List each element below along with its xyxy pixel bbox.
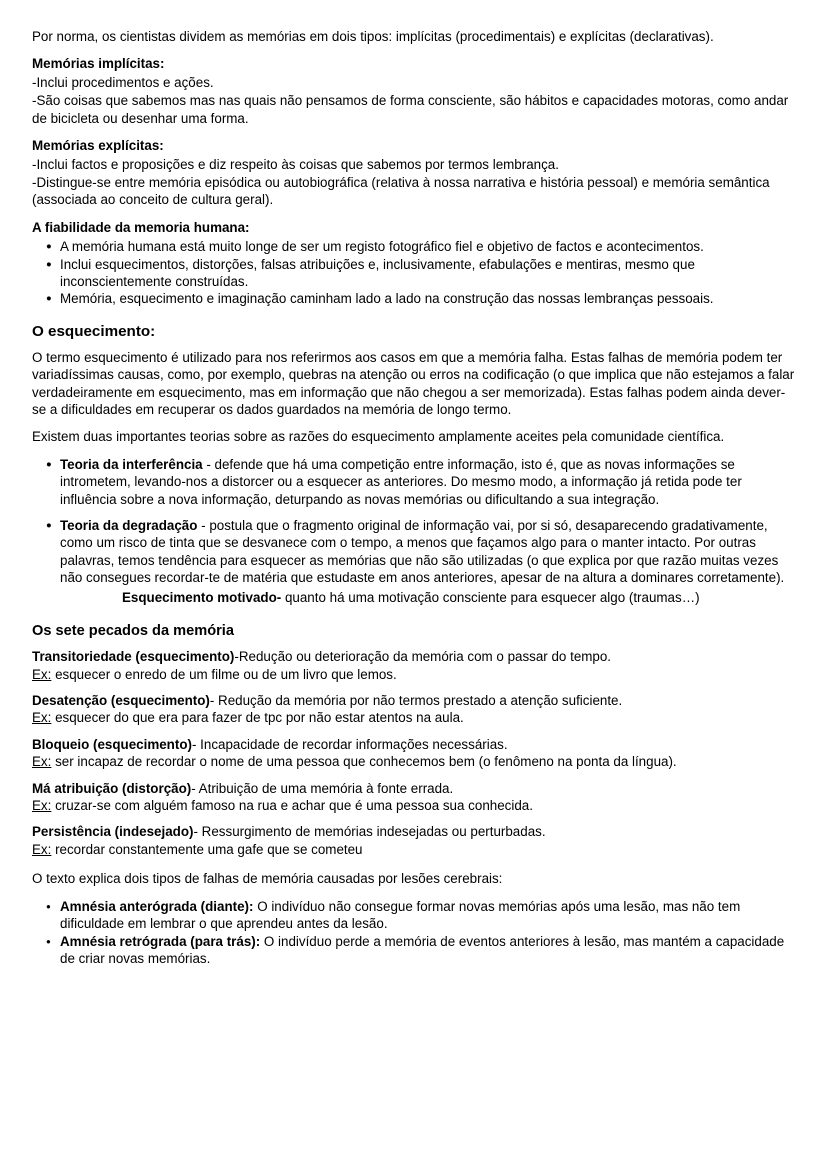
sin-example [32,797,798,814]
sin-entry [32,692,798,727]
amnesia-text: O indivíduo não consegue formar novas memórias após uma lesão, mas não tem dificuldade em lembrar o que aprendeu antes da lesão. [60,898,741,932]
list-item: ● A memória humana está muito longe de ser um registo fotográfico fiel e objetivo de factos e acontecimentos. [46,238,798,255]
sin-definition [32,692,798,709]
sin-example [32,666,798,683]
sin-example [32,841,798,858]
sin-desc: -Redução ou deterioração da memória com o passar do tempo. [234,649,612,665]
sin-entry [32,780,798,815]
example-label: Ex: [32,754,52,770]
reliability-heading: A fiabilidade da memoria humana: [32,219,250,235]
sin-desc: - Ressurgimento de memórias indesejadas ou perturbadas. [193,824,546,840]
example-text: cruzar-se com alguém famoso na rua e achar que é uma pessoa sua conhecida. [51,798,533,814]
list-item [46,933,798,968]
list-item [46,517,798,606]
sin-title: Transitoriedade (esquecimento) [32,649,235,665]
sin-title: Bloqueio (esquecimento) [32,736,192,752]
sin-entry [32,736,798,771]
explicit-memories-heading: Memórias explícitas: [32,138,164,154]
amnesia-list [32,898,798,968]
sin-title: Má atribuição (distorção) [32,780,192,796]
example-text: recordar constantemente uma gafe que se cometeu [51,841,363,857]
sin-definition [32,736,798,753]
implicit-memories-heading: Memórias implícitas: [32,56,165,72]
example-label: Ex: [32,666,52,682]
sin-definition [32,823,798,840]
list-item: ● Memória, esquecimento e imaginação caminham lado a lado na construção das nossas lembranças pessoais. [46,290,798,307]
sin-title: Desatenção (esquecimento) [32,692,210,708]
motivated-forgetting-text: quanto há uma motivação consciente para esquecer algo (traumas…) [281,589,700,605]
explicit-memories-line-2: -Distingue-se entre memória episódica ou autobiográfica (relativa à nossa narrativa e história pessoal) e memória semântica (associada ao conceito de cultura geral). [32,174,770,208]
theory-title: Teoria da degradação [60,518,198,534]
forgetting-heading: O esquecimento: [32,322,156,340]
sin-entry [32,823,798,858]
sin-definition [32,648,798,665]
amnesia-title: Amnésia retrógrada (para trás): [60,933,261,949]
document-body [32,28,798,967]
sin-example [32,709,798,726]
example-label: Ex: [32,798,52,814]
theory-text: - postula que o fragmento original de informação vai, por si só, desaparecendo gradativamente, como um risco de tinta que se desvanece com o tempo, a menos que façamos algo para o manter intacto. Por outras palavras, temos tendência para esquecer as memórias que não são utilizadas (o que explica por que razão muitas vezes não consegues recordar-te de matéria que estudaste em anos anteriores, apesar de na altura a dominares corretamente). [60,518,785,586]
sin-example [32,753,798,770]
list-item: ● Inclui esquecimentos, distorções, falsas atribuições e, inclusivamente, efabulações e mentiras, mesmo que inconscientemente construídas. [46,256,798,291]
reliability-bullet-list [32,238,798,308]
sin-desc: - Atribuição de uma memória à fonte errada. [191,780,454,796]
amnesia-intro: O texto explica dois tipos de falhas de memória causadas por lesões cerebrais: [32,871,503,887]
example-text: esquecer do que era para fazer de tpc por não estar atentos na aula. [51,710,464,726]
list-item [46,898,798,933]
implicit-memories-line-2: -São coisas que sabemos mas nas quais não pensamos de forma consciente, são hábitos e capacidades motoras, como andar de bicicleta ou desenhar uma forma. [32,93,789,126]
sin-desc: - Incapacidade de recordar informações necessárias. [191,736,508,752]
forgetting-paragraph-1: O termo esquecimento é utilizado para nos referirmos aos casos em que a memória falha. Estas falhas de memória podem ter variadíssimas causas, como, por exemplo, quebras na atenção ou erros na codificação (o que implica que não estejamos a falar verdadeiramente em esquecimento, mas em informação que não chegou a ser memorizada). Estas falhas podem ainda dever-se a dificuldades em recuperar os dados guardados na memória de longo termo. [32,349,795,417]
example-label: Ex: [32,710,52,726]
explicit-memories-line-1: -Inclui factos e proposições e diz respeito às coisas que sabemos por termos lembrança. [32,156,559,172]
forgetting-theories-list [32,456,798,606]
example-text: ser incapaz de recordar o nome de uma pessoa que conhecemos bem (o fenômeno na ponta da língua). [51,754,677,770]
sin-desc: - Redução da memória por não termos prestado a atenção suficiente. [209,692,623,708]
intro-paragraph: Por norma, os cientistas dividem as memórias em dois tipos: implícitas (procedimentais) e explícitas (declarativas). [32,29,714,44]
example-label: Ex: [32,841,52,857]
sin-definition [32,780,798,797]
amnesia-title: Amnésia anterógrada (diante): [60,898,254,914]
forgetting-paragraph-2: Existem duas importantes teorias sobre as razões do esquecimento amplamente aceites pela comunidade científica. [32,429,725,445]
implicit-memories-line-1: -Inclui procedimentos e ações. [32,74,214,90]
motivated-forgetting-note [122,589,798,606]
theory-title: Teoria da interferência [60,456,203,472]
seven-sins-heading: Os sete pecados da memória [32,623,234,640]
theory-text: - defende que há uma competição entre informação, isto é, que as novas informações se intrometem, levando-nos a distorcer ou a esquecer as anteriores. Do mesmo modo, a informação já retida pode ter influência sobre a nova informação, deturpando as novas memórias ou dificultando a sua integração. [60,456,742,507]
sin-title: Persistência (indesejado) [32,824,194,840]
sin-entry [32,648,798,683]
list-item [46,456,798,508]
motivated-forgetting-label: Esquecimento motivado- [122,589,282,605]
example-text: esquecer o enredo de um filme ou de um livro que lemos. [51,666,397,682]
amnesia-text: O indivíduo perde a memória de eventos anteriores à lesão, mas mantém a capacidade de criar novas memórias. [60,933,785,967]
